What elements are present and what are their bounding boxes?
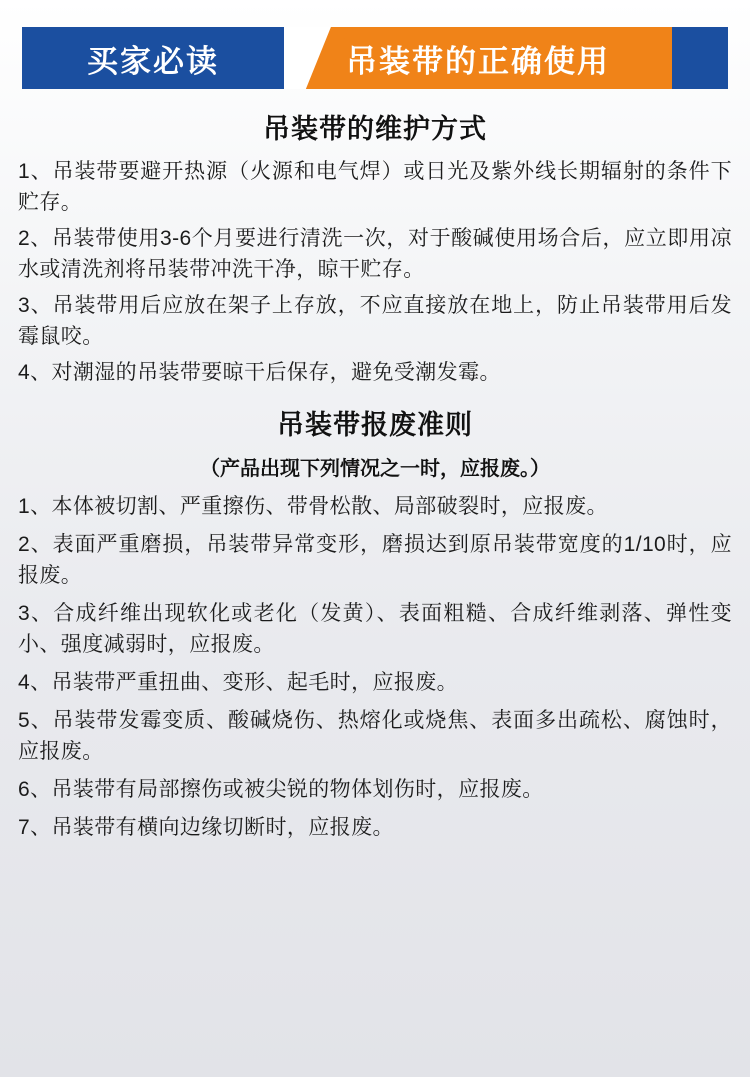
- scrap-title: 吊装带报废准则: [277, 409, 473, 440]
- maintenance-item: 2、吊装带使用3-6个月要进行清洗一次，对于酸碱使用场合后，应立即用凉水或清洗剂将吊装带冲洗干净，晾干贮存。: [18, 227, 732, 282]
- banner-inner: [22, 27, 728, 89]
- maintenance-item: 4、对潮湿的吊装带要晾干后保存，避免受潮发霉。: [18, 361, 501, 385]
- scrap-item: 2、表面严重磨损，吊装带异常变形，磨损达到原吊装带宽度的1/10时，应报废。: [18, 532, 732, 587]
- maintenance-item: 3、吊装带用后应放在架子上存放，不应直接放在地上，防止吊装带用后发霉鼠咬。: [18, 294, 732, 349]
- scrap-item: 5、吊装带发霉变质、酸碱烧伤、热熔化或烧焦、表面多出疏松、腐蚀时，应报废。: [18, 709, 732, 764]
- banner-right-label: 吊装带的正确使用: [346, 43, 610, 79]
- scrap-item: 4、吊装带严重扭曲、变形、起毛时，应报废。: [18, 670, 459, 694]
- scrap-item: 6、吊装带有局部擦伤或被尖锐的物体划伤时，应报废。: [18, 778, 544, 802]
- scrap-item: 3、合成纤维出现软化或老化（发黄）、表面粗糙、合成纤维剥落、弹性变小、强度减弱时，应报废。: [18, 601, 732, 656]
- scrap-subtitle: （产品出现下列情况之一时，应报废。）: [200, 457, 550, 480]
- maintenance-title: 吊装带的维护方式: [263, 114, 487, 144]
- product-detail-page: [0, 27, 750, 1077]
- header-banner: [22, 27, 728, 89]
- scrap-item: 1、本体被切割、严重擦伤、带骨松散、局部破裂时，应报废。: [18, 494, 608, 518]
- banner-left-block: [22, 27, 284, 89]
- content-area: [0, 107, 750, 843]
- maintenance-item: 1、吊装带要避开热源（火源和电气焊）或日光及紫外线长期辐射的条件下贮存。: [18, 160, 732, 215]
- maintenance-section: [18, 107, 732, 389]
- banner-blue-cap: [672, 27, 728, 89]
- banner-left-label: 买家必读: [87, 43, 219, 79]
- scrap-section: [18, 403, 732, 844]
- scrap-item: 7、吊装带有横向边缘切断时，应报废。: [18, 816, 394, 840]
